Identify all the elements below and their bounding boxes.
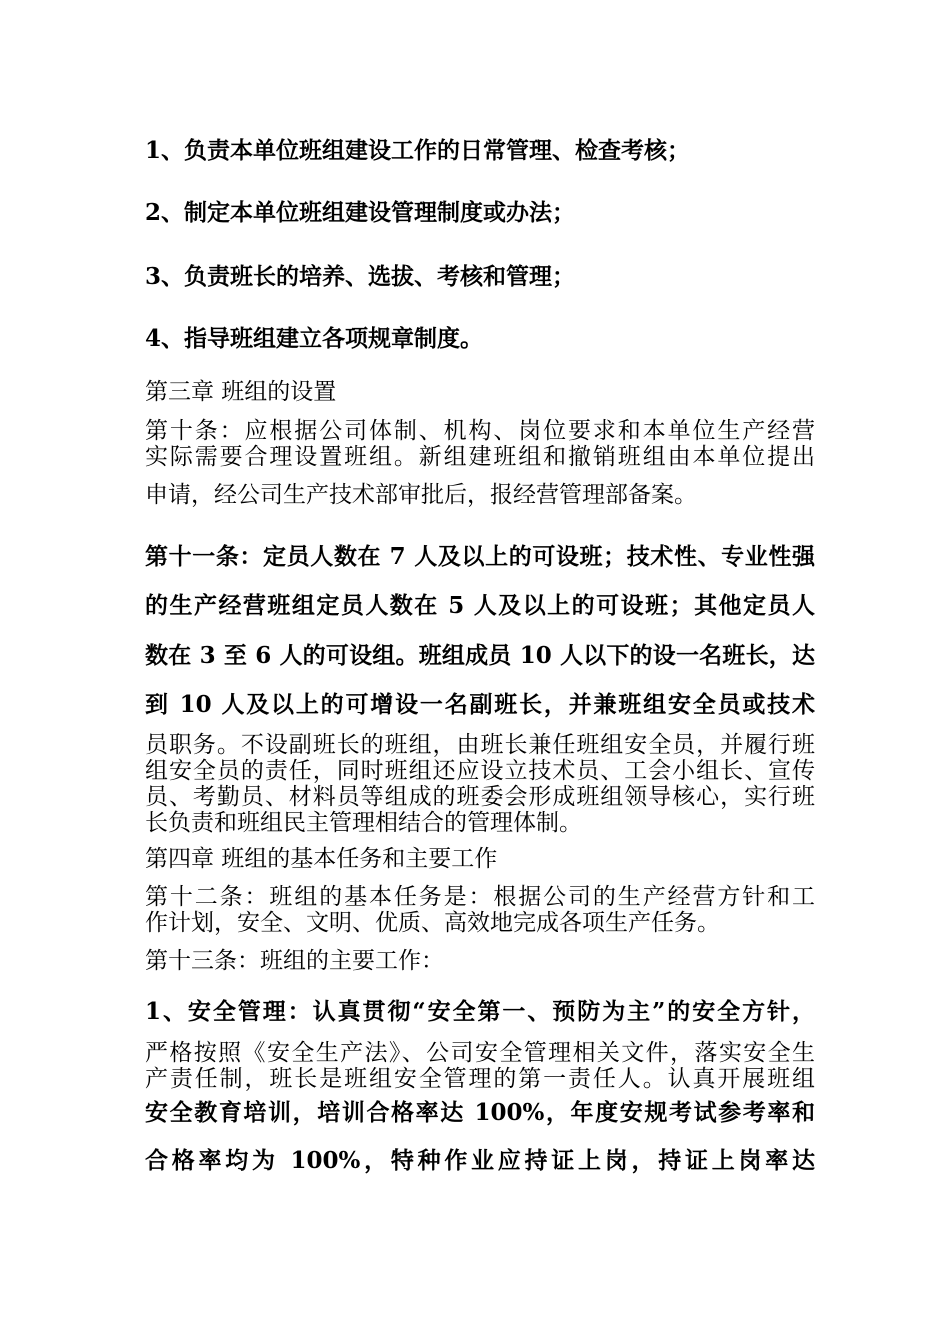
chapter-heading-4: 第四章 班组的基本任务和主要工作 xyxy=(145,846,498,872)
article-11-line-4: 到 10 人及以上的可增设一名副班长，并兼班组安全员或技术 xyxy=(145,692,815,718)
article-10-line-2: 实际需要合理设置班组。新组建班组和撤销班组由本单位提出 xyxy=(145,444,815,470)
article-11-line-5: 员职务。不设副班长的班组，由班长兼任班组安全员，并履行班 xyxy=(145,732,815,758)
safety-management-line-3: 产责任制，班长是班组安全管理的第一责任人。认真开展班组 xyxy=(145,1066,815,1092)
article-11-line-2: 的生产经营班组定员人数在 5 人及以上的可设班；其他定员人 xyxy=(145,593,815,619)
duty-item-4: 4、指导班组建立各项规章制度。 xyxy=(145,326,484,352)
article-11-line-8: 长负责和班组民主管理相结合的管理体制。 xyxy=(145,810,582,836)
article-10-line-1: 第十条：应根据公司体制、机构、岗位要求和本单位生产经营 xyxy=(145,418,815,444)
safety-management-line-4: 安全教育培训，培训合格率达 100%，年度安规考试参考率和 xyxy=(145,1100,815,1126)
article-12-line-1: 第十二条：班组的基本任务是：根据公司的生产经营方针和工 xyxy=(145,884,815,910)
article-11-line-6: 组安全员的责任，同时班组还应设立技术员、工会小组长、宣传 xyxy=(145,758,815,784)
duty-item-3: 3、负责班长的培养、选拔、考核和管理； xyxy=(145,264,576,290)
article-11-line-7: 员、考勤员、材料员等组成的班委会形成班组领导核心，实行班 xyxy=(145,784,815,810)
safety-management-line-2: 严格按照《安全生产法》、公司安全管理相关文件，落实安全生 xyxy=(145,1040,815,1066)
safety-management-line-1: 1、安全管理：认真贯彻“安全第一、预防为主”的安全方针， xyxy=(145,999,815,1025)
safety-management-line-5: 合格率均为 100%，特种作业应持证上岗，持证上岗率达 xyxy=(145,1148,815,1174)
duty-item-2: 2、制定本单位班组建设管理制度或办法； xyxy=(145,200,576,226)
article-13-heading: 第十三条：班组的主要工作： xyxy=(145,948,444,974)
duty-item-1: 1、负责本单位班组建设工作的日常管理、检查考核； xyxy=(145,138,691,164)
article-10-line-3: 申请，经公司生产技术部审批后，报经营管理部备案。 xyxy=(145,482,697,508)
article-11-line-1: 第十一条：定员人数在 7 人及以上的可设班；技术性、专业性强 xyxy=(145,544,815,570)
article-11-line-3: 数在 3 至 6 人的可设组。班组成员 10 人以下的设一名班长，达 xyxy=(145,643,815,669)
article-12-line-2: 作计划，安全、文明、优质、高效地完成各项生产任务。 xyxy=(145,910,720,936)
chapter-heading-3: 第三章 班组的设置 xyxy=(145,379,337,405)
